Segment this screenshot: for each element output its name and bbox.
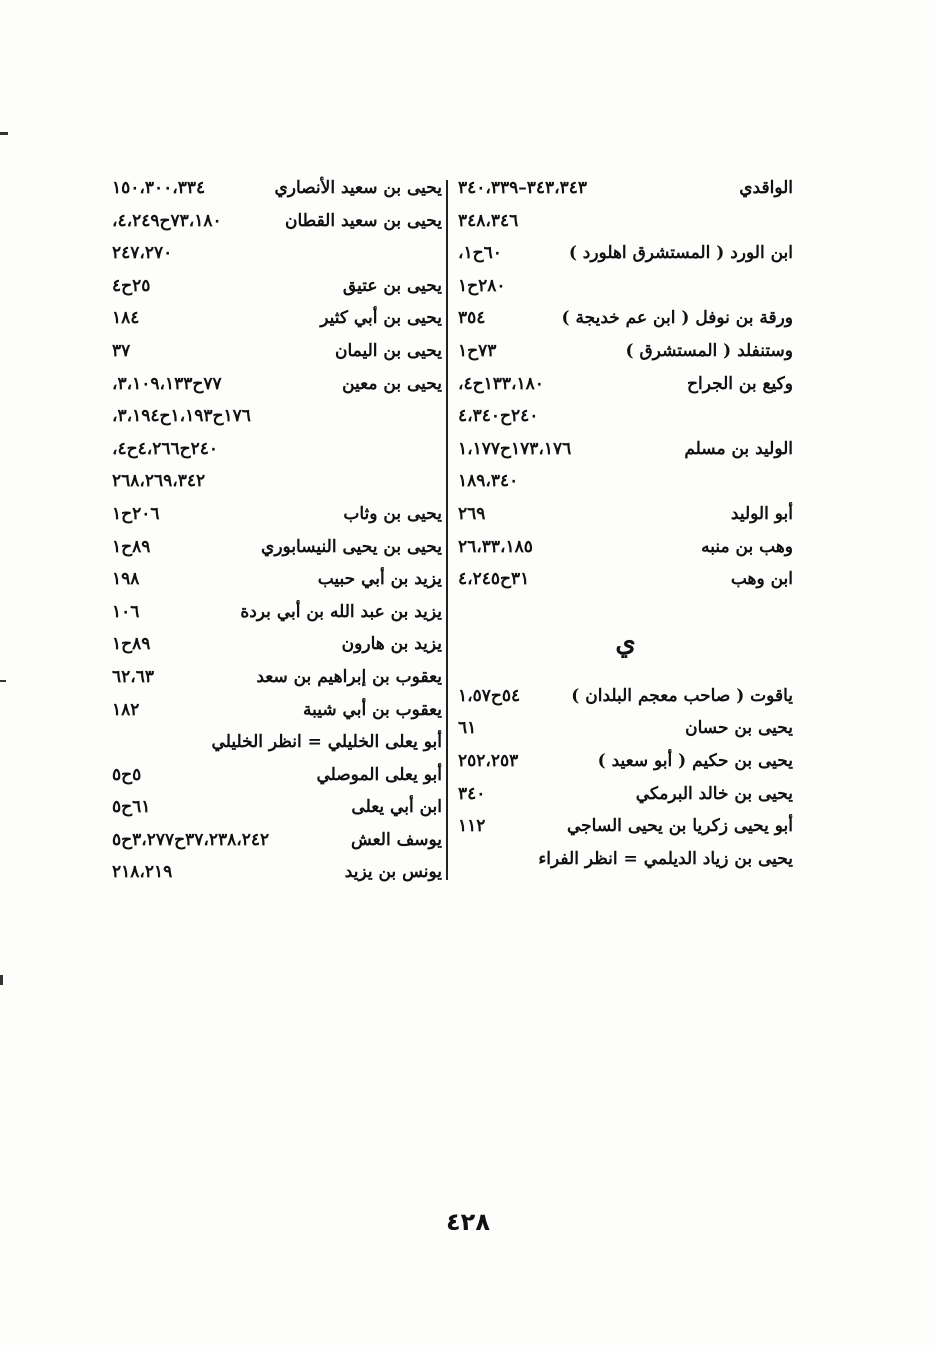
entry-pages: ٢٠٦ح١ <box>112 503 160 524</box>
entry-pages: ٦١ح٥ <box>112 797 151 818</box>
entry-name: الواقدي <box>739 178 793 198</box>
index-entry <box>458 270 793 303</box>
entry-name: ابن وهب <box>730 569 793 590</box>
index-entry <box>112 531 442 564</box>
entry-pages: ٣١ح٤،٢٤٥ <box>458 569 530 590</box>
index-entry <box>112 596 442 629</box>
section-letter: ي <box>615 627 636 658</box>
entry-pages: ١٠٦ <box>112 601 140 622</box>
index-entry <box>458 335 793 368</box>
entry-name: يحيى بن عتيق <box>342 275 442 296</box>
entry-pages: ١٨٤ <box>112 308 140 329</box>
index-entry <box>112 237 442 270</box>
entry-pages: ١٧٣،١٧٦ح١،١٧٧ <box>458 438 572 459</box>
entry-pages: ٢٦٩ <box>458 503 486 524</box>
entry-name: أبو يعلى الموصلي <box>316 764 442 785</box>
entry-name: يونس بن يزيد <box>344 862 442 883</box>
index-entry <box>112 335 442 368</box>
index-entry <box>112 465 442 498</box>
index-entry <box>112 694 442 727</box>
entry-pages: ١١٢ <box>458 816 486 837</box>
index-entry <box>458 433 793 466</box>
index-entry <box>112 661 442 694</box>
entry-pages: ٢١٨،٢١٩ <box>112 862 173 883</box>
entry-name: يعقوب بن إبراهيم بن سعد <box>256 666 442 687</box>
entry-pages: ١٥٠،٣٠٠،٣٣٤ <box>112 178 206 198</box>
entry-pages: ١٨٩،٣٤٠ <box>458 471 519 492</box>
index-entry <box>112 270 442 303</box>
entry-pages: ٨٩ح١ <box>112 536 151 557</box>
entry-name: يزيد بن عبد الله بن أبي بردة <box>240 601 442 622</box>
entry-name: ورقة بن نوفل ( ابن عم خديجة ) <box>561 308 793 329</box>
index-entry <box>112 759 442 792</box>
entry-name: يحيى بن وثاب <box>343 503 442 524</box>
index-entry <box>458 712 793 745</box>
index-entry <box>458 745 793 778</box>
entry-name: يحيى بن خالد البرمكي <box>635 783 793 804</box>
entry-pages: ١٧٦ح١،١٩٣ح٣،١٩٤، <box>112 406 251 427</box>
entry-pages: ١٣٣،١٨٠ح٤، <box>458 373 544 394</box>
right-column-bottom-entries <box>458 680 793 876</box>
entry-pages: ٣٧،٢٣٨،٢٤٢ح٣،٢٧٧ح٥ <box>112 829 270 850</box>
left-column <box>112 172 442 889</box>
entry-pages: ١٨٢ <box>112 699 140 720</box>
entry-name: يعقوب بن أبي شيبة <box>303 699 442 720</box>
entry-pages: ٧٧ح٣،١٠٩،١٣٣، <box>112 373 222 394</box>
entry-name: الوليد بن مسلم <box>684 438 793 459</box>
index-entry <box>112 172 442 205</box>
index-entry <box>112 400 442 433</box>
column-divider <box>446 180 448 880</box>
index-entry <box>458 465 793 498</box>
entry-name: أبو يحيى زكريا بن يحيى الساجي <box>566 816 793 837</box>
right-column-top-entries <box>458 172 793 596</box>
entry-name: يحيى بن أبي كثير <box>320 308 442 329</box>
entry-name: وكيع بن الجراح <box>687 373 793 394</box>
entry-name: يزيد بن هارون <box>341 634 442 655</box>
entry-name: يحيى بن اليمان <box>334 340 442 361</box>
entry-pages: ٢٤٠ح٤،٣٤٠ <box>458 406 539 427</box>
entry-name: يحيى بن سعيد القطان <box>284 210 442 231</box>
index-entry <box>458 843 793 876</box>
entry-name: يحيى بن زياد الديلمي = انظر الفراء <box>538 848 793 869</box>
index-entry <box>458 563 793 596</box>
entry-pages: ٣٤٣،٣٤٣–٣٤٠،٣٣٩ <box>458 178 588 198</box>
index-entry <box>112 856 442 889</box>
entry-pages: ٦٠ح١، <box>458 243 502 264</box>
entry-name: يحيى بن حسان <box>685 718 793 739</box>
entry-name: ياقوت ( صاحب معجم البلدان ) <box>571 685 793 706</box>
entry-name: ابن أبي يعلى <box>351 797 442 818</box>
entry-name: يوسف العش <box>350 829 442 850</box>
entry-name: يزيد بن أبي حبيب <box>317 569 442 590</box>
index-entry <box>112 791 442 824</box>
entry-pages: ٢٨٠ح١ <box>458 275 506 296</box>
index-entry <box>112 498 442 531</box>
index-entry <box>112 433 442 466</box>
index-entry <box>458 302 793 335</box>
index-entry <box>458 531 793 564</box>
entry-pages: ٢٤٠ح٤،٢٦٦ح٤، <box>112 438 219 459</box>
index-entry <box>112 824 442 857</box>
index-entry <box>112 302 442 335</box>
index-entry <box>112 628 442 661</box>
index-entry <box>112 726 442 759</box>
entry-name: ابن الورد ( المستشرق اهلورد ) <box>568 243 793 264</box>
entry-pages: ٢٤٧،٢٧٠ <box>112 243 173 264</box>
index-entry <box>458 368 793 401</box>
index-entry <box>458 778 793 811</box>
entry-pages: ٥ح٥ <box>112 764 142 785</box>
entry-name: يحيى بن حكيم ( أبو سعيد ) <box>597 750 793 771</box>
index-entry <box>458 810 793 843</box>
index-entry <box>458 680 793 713</box>
entry-name: وهب بن منبه <box>701 536 793 557</box>
entry-pages: ٣٤٠ <box>458 783 486 804</box>
entry-name: يحيى بن يحيى النيسابوري <box>261 536 442 557</box>
entry-pages: ٣٤٨،٣٤٦ <box>458 210 519 231</box>
entry-pages: ٥٤ح١،٥٧ <box>458 685 521 706</box>
entry-pages: ٦٢،٦٣ <box>112 666 155 687</box>
right-column <box>458 172 793 875</box>
entry-pages: ٦١ <box>458 718 477 739</box>
index-entry <box>458 237 793 270</box>
index-entry <box>112 368 442 401</box>
entry-pages: ٢٥ح٤ <box>112 275 151 296</box>
entry-pages: ٢٥٢،٢٥٣ <box>458 750 519 771</box>
index-entry <box>112 563 442 596</box>
entry-pages: ٣٥٤ <box>458 308 486 329</box>
index-entry <box>458 205 793 238</box>
left-column-entries <box>112 172 442 889</box>
entry-name: أبو يعلى الخليلي = انظر الخليلي <box>211 732 442 753</box>
entry-pages: ٧٣،١٨٠ح٤،٢٤٩، <box>112 210 222 231</box>
scan-edge-mark <box>0 132 8 135</box>
entry-pages: ٣٧ <box>112 340 131 361</box>
scan-edge-mark <box>0 680 6 682</box>
entry-name: أبو الوليد <box>730 503 793 524</box>
scan-edge-mark <box>0 975 3 985</box>
entry-pages: ٨٩ح١ <box>112 634 151 655</box>
index-entry <box>458 498 793 531</box>
entry-pages: ٧٣ح١ <box>458 340 497 361</box>
entry-pages: ٢٦،٣٣،١٨٥ <box>458 536 533 557</box>
entry-name: وستنفلد ( المستشرق ) <box>625 340 793 361</box>
page-number: ٤٢٨ <box>446 1208 490 1236</box>
entry-pages: ٢٦٨،٢٦٩،٣٤٢ <box>112 471 206 492</box>
entry-name: يحيى بن سعيد الأنصاري <box>274 178 442 198</box>
entry-name: يحيى بن معين <box>342 373 442 394</box>
entry-pages: ١٩٨ <box>112 569 140 590</box>
index-entry <box>112 205 442 238</box>
index-entry <box>458 172 793 205</box>
index-entry <box>458 400 793 433</box>
